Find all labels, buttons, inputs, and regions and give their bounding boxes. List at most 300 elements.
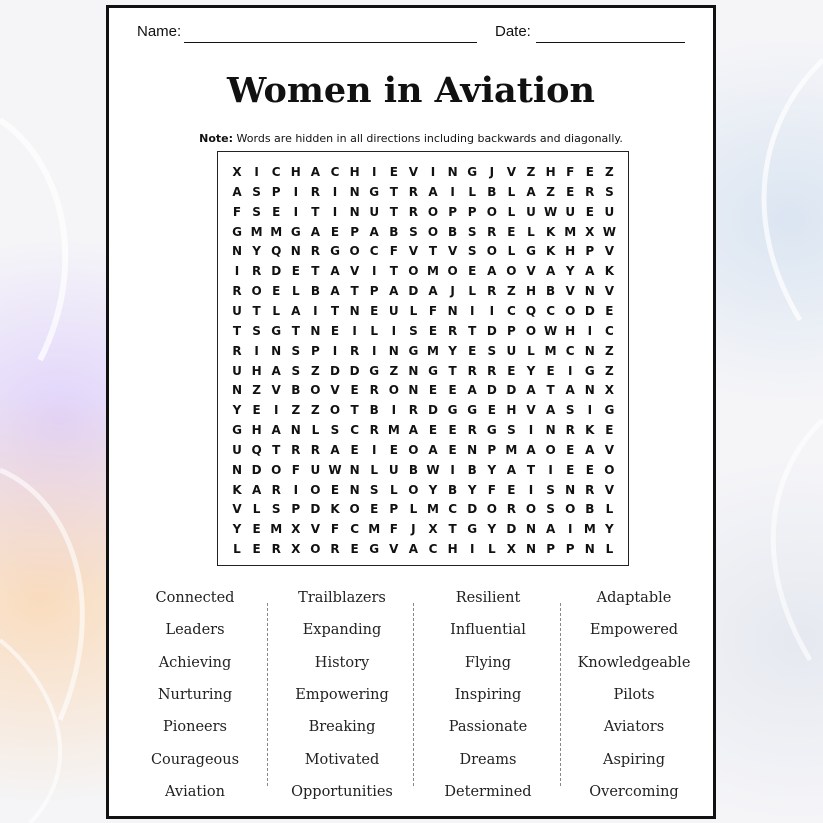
- grid-letter: E: [330, 323, 340, 338]
- grid-letter: F: [330, 522, 340, 537]
- grid-letter: B: [408, 462, 418, 477]
- grid-letter: D: [349, 363, 360, 378]
- grid-letter: B: [291, 383, 301, 398]
- word-list-item: Achieving: [158, 654, 232, 671]
- grid-letter: A: [408, 542, 419, 557]
- grid-letter: O: [604, 462, 615, 477]
- grid-letter: E: [252, 522, 261, 537]
- grid-letter: R: [330, 542, 340, 557]
- grid-letter: R: [251, 264, 262, 279]
- grid-letter: R: [232, 343, 242, 358]
- grid-letter: Z: [546, 184, 555, 199]
- grid-letter: A: [389, 284, 399, 299]
- grid-letter: B: [310, 284, 320, 299]
- grid-letter: I: [254, 165, 259, 179]
- grid-letter: G: [526, 244, 536, 259]
- grid-letter: E: [507, 224, 516, 239]
- grid-letter: K: [545, 224, 556, 239]
- grid-letter: A: [545, 403, 556, 418]
- grid-letter: V: [526, 264, 536, 279]
- grid-letter: R: [271, 542, 281, 557]
- grid-letter: V: [526, 403, 536, 418]
- grid-letter: R: [585, 184, 595, 199]
- grid-letter: V: [349, 264, 360, 279]
- grid-letter: Q: [251, 442, 262, 457]
- grid-letter: I: [234, 264, 240, 279]
- grid-letter: I: [548, 462, 553, 477]
- grid-letter: M: [387, 423, 400, 438]
- grid-letter: K: [232, 482, 242, 497]
- grid-letter: N: [584, 542, 595, 557]
- grid-letter: Z: [526, 165, 536, 179]
- grid-letter: Y: [467, 482, 477, 497]
- grid-letter: A: [585, 264, 595, 279]
- grid-letter: A: [428, 284, 438, 299]
- grid-letter: M: [427, 502, 439, 517]
- grid-letter: E: [468, 264, 477, 279]
- grid-letter: E: [585, 204, 594, 219]
- grid-letter: P: [546, 542, 555, 557]
- grid-letter: H: [506, 403, 517, 418]
- grid-letter: A: [506, 462, 517, 477]
- grid-letter: I: [371, 442, 377, 457]
- grid-letter: F: [291, 462, 300, 477]
- grid-letter: C: [271, 165, 281, 179]
- grid-letter: M: [505, 442, 518, 457]
- grid-letter: S: [487, 343, 497, 358]
- grid-letter: T: [389, 184, 398, 199]
- grid-letter: L: [272, 303, 281, 318]
- grid-letter: C: [350, 522, 359, 537]
- grid-letter: A: [271, 423, 281, 438]
- grid-letter: N: [290, 244, 301, 259]
- grid-letter: I: [528, 423, 534, 438]
- grid-letter: T: [428, 244, 438, 259]
- grid-letter: U: [506, 343, 517, 358]
- word-list-item: Nurturing: [157, 686, 233, 703]
- name-line: [184, 42, 477, 43]
- grid-letter: U: [388, 462, 399, 477]
- grid-letter: Y: [232, 403, 242, 418]
- grid-letter: C: [350, 423, 359, 438]
- grid-letter: D: [506, 522, 517, 537]
- grid-letter: I: [430, 165, 436, 179]
- grid-letter: G: [486, 423, 497, 438]
- grid-letter: A: [526, 442, 536, 457]
- grid-letter: E: [448, 442, 457, 457]
- grid-letter: I: [332, 204, 338, 219]
- grid-letter: O: [310, 482, 321, 497]
- grid-letter: F: [389, 522, 398, 537]
- grid-letter: I: [469, 542, 475, 557]
- grid-letter: L: [370, 462, 379, 477]
- grid-letter: E: [389, 165, 398, 179]
- grid-letter: Y: [487, 462, 497, 477]
- grid-letter: T: [350, 403, 359, 418]
- grid-letter: P: [271, 184, 281, 199]
- grid-letter: E: [605, 423, 614, 438]
- grid-letter: G: [369, 542, 380, 557]
- grid-letter: W: [426, 462, 440, 477]
- grid-letter: A: [565, 383, 575, 398]
- grid-letter: E: [428, 423, 438, 438]
- column-divider: [560, 603, 561, 786]
- grid-letter: A: [330, 442, 340, 457]
- grid-letter: Z: [389, 363, 399, 378]
- grid-letter: L: [370, 323, 379, 338]
- grid-letter: I: [293, 482, 299, 497]
- word-list-item: Trailblazers: [298, 590, 386, 606]
- grid-letter: J: [411, 522, 416, 537]
- grid-letter: H: [447, 542, 458, 557]
- grid-letter: Y: [605, 522, 614, 537]
- grid-letter: Y: [252, 244, 261, 259]
- grid-letter: Z: [252, 383, 261, 398]
- grid-letter: O: [525, 502, 537, 517]
- grid-letter: O: [486, 204, 497, 219]
- grid-letter: N: [310, 323, 321, 338]
- grid-letter: Y: [487, 522, 497, 537]
- grid-letter: X: [232, 165, 242, 179]
- grid-letter: K: [585, 423, 595, 438]
- grid-letter: V: [310, 522, 321, 537]
- grid-letter: C: [448, 502, 457, 517]
- grid-letter: A: [330, 264, 340, 279]
- grid-letter: G: [467, 165, 478, 179]
- column-divider: [267, 603, 268, 786]
- grid-letter: M: [583, 522, 596, 537]
- instructions-note: [109, 132, 713, 145]
- grid-letter: S: [507, 423, 516, 438]
- grid-letter: E: [566, 184, 575, 199]
- word-list-item: Pioneers: [163, 719, 227, 736]
- grid-letter: V: [447, 244, 458, 259]
- grid-letter: R: [369, 423, 379, 438]
- grid-letter: E: [291, 264, 300, 279]
- grid-letter: W: [543, 204, 558, 219]
- grid-letter: E: [272, 284, 281, 299]
- grid-letter: M: [544, 343, 557, 358]
- grid-letter: L: [409, 303, 418, 318]
- grid-letter: L: [507, 204, 516, 219]
- grid-letter: X: [604, 383, 615, 398]
- word-list-item: Inspiring: [454, 686, 522, 703]
- grid-letter: N: [231, 462, 243, 477]
- grid-letter: Z: [605, 165, 614, 179]
- grid-letter: S: [546, 502, 555, 517]
- grid-letter: G: [584, 363, 595, 378]
- grid-letter: V: [565, 284, 575, 299]
- word-list-item: Influential: [450, 622, 526, 639]
- grid-letter: D: [428, 403, 438, 418]
- column-divider: [413, 603, 414, 786]
- grid-letter: V: [330, 383, 340, 398]
- grid-letter: I: [313, 303, 318, 318]
- grid-letter: Y: [526, 363, 536, 378]
- grid-letter: M: [564, 224, 577, 239]
- grid-letter: S: [271, 502, 281, 517]
- grid-letter: U: [232, 363, 242, 378]
- grid-letter: P: [565, 542, 575, 557]
- date-line: [536, 42, 685, 43]
- grid-letter: R: [310, 244, 321, 259]
- word-list-item: Opportunities: [291, 783, 393, 800]
- grid-letter: E: [370, 303, 379, 318]
- grid-letter: T: [448, 522, 457, 537]
- grid-letter: M: [270, 224, 283, 239]
- grid-letter: I: [587, 403, 593, 418]
- grid-letter: E: [448, 423, 457, 438]
- grid-letter: P: [310, 343, 320, 358]
- grid-letter: E: [468, 343, 477, 358]
- grid-letter: O: [486, 244, 497, 259]
- grid-letter: I: [371, 165, 377, 179]
- grid-letter: B: [467, 462, 477, 477]
- grid-letter: N: [349, 303, 360, 318]
- note-text: Words are hidden in all directions including backwards and diagonally.: [236, 132, 623, 145]
- worksheet: [106, 5, 716, 819]
- grid-letter: X: [428, 522, 438, 537]
- word-list-item: Empowering: [295, 686, 389, 703]
- grid-letter: N: [545, 423, 556, 438]
- grid-letter: I: [528, 482, 534, 497]
- grid-letter: Z: [291, 403, 301, 418]
- grid-letter: L: [507, 184, 516, 199]
- grid-letter: I: [332, 184, 338, 199]
- date-label: Date:: [495, 23, 531, 40]
- grid-letter: A: [487, 264, 497, 279]
- grid-letter: A: [467, 383, 477, 398]
- grid-letter: D: [584, 303, 595, 318]
- grid-letter: G: [467, 403, 478, 418]
- grid-letter: M: [368, 522, 381, 537]
- grid-letter: G: [290, 224, 301, 239]
- grid-letter: N: [584, 284, 595, 299]
- grid-letter: T: [311, 204, 320, 219]
- grid-letter: L: [409, 502, 418, 517]
- grid-letter: N: [231, 383, 243, 398]
- grid-letter: O: [251, 284, 262, 299]
- grid-letter: R: [369, 383, 379, 398]
- grid-letter: T: [389, 264, 398, 279]
- grid-letter: A: [526, 184, 536, 199]
- grid-letter: V: [232, 502, 242, 517]
- grid-letter: E: [350, 383, 359, 398]
- grid-letter: R: [271, 482, 281, 497]
- grid-letter: G: [408, 343, 419, 358]
- word-list-item: Courageous: [150, 751, 240, 768]
- grid-letter: R: [291, 442, 301, 457]
- grid-letter: J: [450, 284, 455, 299]
- grid-letter: S: [252, 184, 261, 199]
- grid-letter: O: [408, 264, 419, 279]
- grid-letter: O: [329, 403, 341, 418]
- grid-letter: L: [527, 224, 535, 239]
- grid-letter: I: [293, 204, 299, 219]
- grid-letter: L: [605, 502, 614, 517]
- grid-letter: O: [486, 502, 497, 517]
- grid-letter: G: [330, 244, 340, 259]
- grid-letter: E: [566, 462, 575, 477]
- grid-letter: L: [468, 284, 477, 299]
- grid-letter: A: [310, 224, 321, 239]
- grid-letter: S: [467, 244, 477, 259]
- grid-letter: L: [233, 542, 241, 557]
- grid-letter: M: [427, 343, 439, 358]
- grid-letter: R: [349, 343, 360, 358]
- grid-letter: A: [428, 184, 438, 199]
- grid-letter: U: [388, 303, 399, 318]
- grid-letter: X: [291, 542, 301, 557]
- grid-letter: R: [232, 284, 242, 299]
- grid-letter: P: [350, 224, 359, 239]
- grid-letter: N: [408, 383, 419, 398]
- grid-letter: H: [290, 165, 301, 179]
- grid-letter: U: [565, 204, 576, 219]
- grid-letter: R: [487, 224, 497, 239]
- grid-letter: R: [408, 184, 419, 199]
- grid-letter: C: [506, 303, 516, 318]
- grid-letter: O: [565, 502, 576, 517]
- grid-letter: H: [349, 165, 360, 179]
- grid-letter: I: [450, 462, 455, 477]
- grid-letter: O: [388, 383, 399, 398]
- grid-letter: N: [349, 204, 360, 219]
- grid-letter: L: [389, 482, 398, 497]
- grid-letter: A: [526, 383, 536, 398]
- grid-letter: R: [310, 442, 321, 457]
- grid-letter: A: [428, 442, 438, 457]
- grid-letter: R: [506, 502, 517, 517]
- grid-letter: B: [448, 224, 458, 239]
- grid-letter: N: [388, 343, 399, 358]
- grid-letter: E: [350, 442, 359, 457]
- grid-letter: E: [330, 224, 340, 239]
- grid-letter: E: [428, 383, 438, 398]
- grid-letter: A: [310, 165, 321, 179]
- grid-letter: W: [602, 224, 617, 239]
- grid-letter: R: [447, 323, 458, 338]
- grid-letter: Z: [311, 363, 320, 378]
- grid-letter: R: [487, 363, 497, 378]
- grid-letter: F: [566, 165, 575, 179]
- grid-letter: D: [310, 502, 321, 517]
- grid-letter: P: [585, 244, 595, 259]
- grid-letter: T: [468, 323, 477, 338]
- grid-letter: C: [604, 323, 614, 338]
- grid-letter: E: [487, 403, 496, 418]
- grid-letter: N: [271, 343, 282, 358]
- grid-letter: S: [252, 204, 261, 219]
- word-list-item: Connected: [155, 590, 235, 606]
- grid-letter: I: [371, 343, 377, 358]
- grid-letter: I: [450, 184, 455, 199]
- grid-letter: G: [369, 363, 380, 378]
- grid-letter: E: [546, 363, 555, 378]
- grid-letter: I: [273, 403, 279, 418]
- grid-letter: N: [447, 165, 458, 179]
- word-list-item: Aviators: [603, 719, 665, 736]
- grid-letter: I: [391, 403, 397, 418]
- grid-letter: D: [467, 502, 478, 517]
- grid-letter: I: [567, 522, 573, 537]
- grid-letter: A: [330, 284, 340, 299]
- grid-letter: O: [349, 244, 360, 259]
- word-list-item: Empowered: [589, 622, 679, 639]
- grid-letter: G: [232, 423, 242, 438]
- name-label: Name:: [137, 23, 182, 40]
- grid-letter: Z: [605, 363, 614, 378]
- grid-letter: O: [525, 323, 537, 338]
- grid-letter: R: [408, 403, 419, 418]
- grid-letter: C: [330, 165, 340, 179]
- grid-letter: O: [565, 303, 576, 318]
- grid-letter: T: [252, 303, 261, 318]
- grid-letter: L: [311, 423, 320, 438]
- grid-letter: D: [486, 383, 497, 398]
- grid-letter: I: [352, 323, 357, 338]
- grid-letter: E: [272, 204, 281, 219]
- grid-letter: T: [232, 323, 242, 338]
- grid-letter: O: [545, 442, 556, 457]
- grid-letter: R: [467, 363, 477, 378]
- grid-letter: V: [604, 482, 615, 497]
- grid-letter: V: [604, 244, 615, 259]
- grid-letter: H: [565, 244, 576, 259]
- grid-letter: S: [467, 224, 477, 239]
- grid-letter: E: [428, 323, 438, 338]
- grid-letter: O: [310, 383, 321, 398]
- grid-letter: I: [567, 363, 573, 378]
- grid-letter: E: [350, 542, 359, 557]
- grid-letter: Q: [271, 244, 282, 259]
- grid-letter: P: [369, 284, 379, 299]
- grid-letter: E: [605, 303, 614, 318]
- grid-letter: E: [585, 165, 594, 179]
- grid-letter: G: [232, 224, 242, 239]
- grid-letter: T: [272, 442, 281, 457]
- grid-letter: C: [428, 542, 438, 557]
- grid-letter: D: [506, 383, 517, 398]
- grid-letter: Q: [525, 303, 537, 318]
- grid-letter: P: [448, 204, 457, 219]
- note-label: Note:: [199, 132, 234, 145]
- grid-letter: G: [369, 184, 380, 199]
- grid-letter: R: [467, 423, 477, 438]
- grid-letter: C: [546, 303, 555, 318]
- grid-letter: R: [310, 184, 321, 199]
- grid-letter: F: [487, 482, 496, 497]
- word-list-item: Aspiring: [602, 751, 666, 768]
- grid-letter: B: [585, 502, 595, 517]
- grid-letter: T: [291, 323, 300, 338]
- grid-letter: O: [427, 224, 439, 239]
- grid-letter: L: [291, 284, 300, 299]
- grid-letter: I: [489, 303, 495, 318]
- grid-letter: J: [489, 165, 495, 179]
- grid-letter: A: [291, 303, 301, 318]
- grid-letter: I: [469, 303, 475, 318]
- grid-letter: X: [585, 224, 595, 239]
- grid-letter: G: [467, 522, 478, 537]
- grid-letter: S: [565, 403, 575, 418]
- grid-letter: G: [428, 363, 438, 378]
- grid-letter: E: [448, 383, 457, 398]
- grid-letter: L: [468, 184, 477, 199]
- grid-letter: V: [389, 542, 399, 557]
- grid-letter: W: [543, 323, 558, 338]
- word-list-item: Expanding: [302, 622, 382, 639]
